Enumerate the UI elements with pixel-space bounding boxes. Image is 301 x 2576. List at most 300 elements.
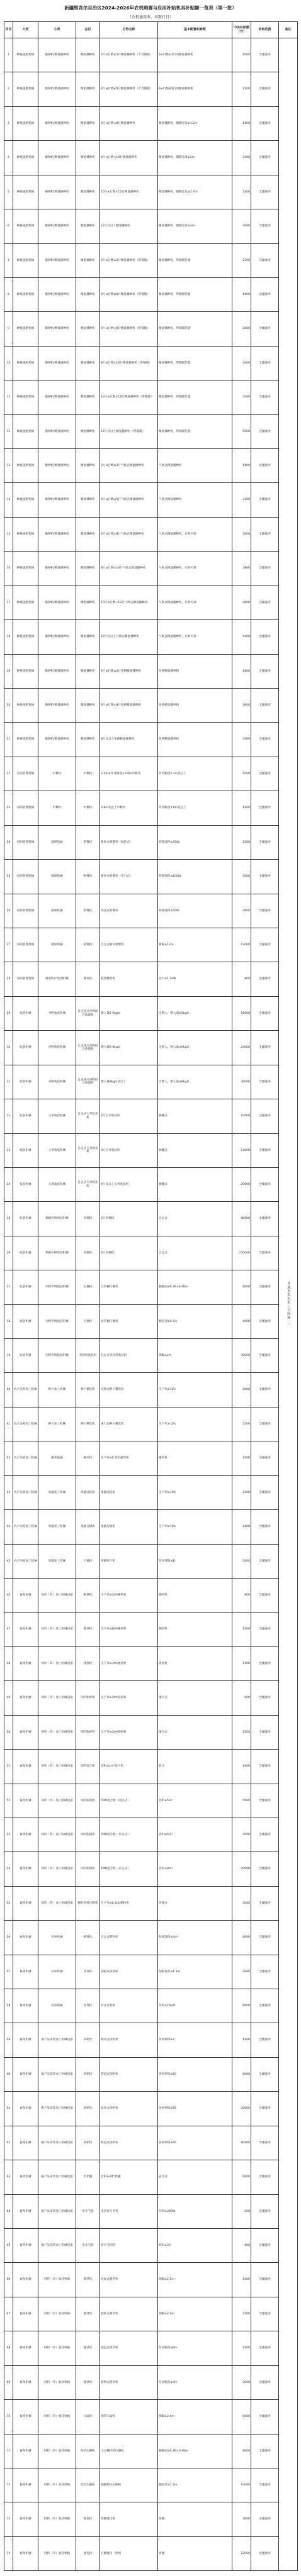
table-cell: 全疆通用 [251, 414, 279, 448]
table-cell: 18000 [232, 996, 251, 1030]
table-cell: 全疆通用 [251, 209, 279, 243]
table-cell: 精量播种机 [76, 175, 100, 209]
table-cell: 精量播种机 [76, 277, 100, 311]
table-row [4, 346, 298, 380]
table-row [4, 1407, 298, 1441]
table-cell: 饲料作物收获机械 [38, 1270, 76, 1304]
table-cell: 精量播种机 [76, 106, 100, 140]
table-cell: 全疆通用 [251, 1339, 279, 1373]
table-cell: 割幅≥2m [158, 1339, 232, 1373]
table-cell: 42 [4, 1441, 13, 1475]
table-cell: 全疆通用 [251, 860, 279, 894]
table-cell: 27 [4, 928, 13, 962]
table-cell: 生产率≥1t/h粉碎机 [100, 1681, 158, 1715]
table-cell: 喷雾机 [76, 894, 100, 928]
table-row [4, 175, 298, 209]
table-cell: 种子精选机 [76, 1407, 100, 1441]
table-row [4, 312, 298, 346]
table-cell: 200 [232, 2194, 251, 2228]
header-amount: 中央补贴额（元） [232, 22, 251, 38]
table-cell: 种子加工机械 [38, 1373, 76, 1407]
table-cell: 割幅≥2.4m [158, 2297, 232, 2331]
table-cell: 12000 [232, 2536, 251, 2570]
table-cell: 刮板式清粪机 [100, 1955, 158, 1989]
table-cell: 精量播种机 [76, 483, 100, 517]
table-row [4, 1886, 298, 1920]
table-cell: 精量播种机，带铺膜装置 [158, 243, 232, 277]
table-row [4, 1852, 298, 1886]
table-cell: 枝条修剪机 [100, 962, 158, 996]
table-cell: 中耕机 [38, 757, 76, 791]
table-cell: 12行及以上精量播种机（带铺膜） [100, 414, 158, 448]
table-cell: 7000 [232, 1818, 251, 1852]
table-cell: 34 [4, 1167, 13, 1201]
table-cell: 挤奶杯组≥40 [158, 2126, 232, 2160]
table-cell: 种植施肥机械 [13, 552, 38, 586]
table-cell: 1000 [232, 1750, 251, 1784]
table-cell: 采棉机 [76, 1236, 100, 1270]
table-cell: 15 [4, 517, 13, 551]
table-cell: 全疆通用 [251, 1852, 279, 1886]
table-row [4, 2502, 298, 2536]
table-cell: 精量播种机，带铺膜装置 [158, 277, 232, 311]
table-cell: 全疆通用 [251, 2536, 279, 2570]
table-cell: 全疆通用 [251, 277, 279, 311]
table-cell: 捡拾压捆机 [76, 2468, 100, 2502]
table-cell: 精量播种机 [76, 689, 100, 723]
table-cell: 收获机械 [13, 1339, 38, 1373]
table-cell: 饲料（草）收获机械 [38, 2536, 76, 2570]
table-cell: 田间管理机械 [13, 757, 38, 791]
table-row [4, 277, 298, 311]
table-cell: 割幅≥2.4m [158, 2400, 232, 2434]
table-cell: 挤奶机 [76, 2126, 100, 2160]
table-cell: 农产品初加工机械 [13, 1373, 38, 1407]
table-cell: 喷雾机 [76, 825, 100, 859]
table-cell: 精量播种机 [76, 723, 100, 757]
table-cell: 3600 [232, 689, 251, 723]
table-cell: 6行采棉机 [100, 1236, 158, 1270]
remark-cell: 非通用类农机（全国统一） [279, 38, 298, 2571]
table-cell: 18 [4, 620, 13, 654]
table-cell: 4 [4, 141, 13, 175]
table-cell: 全疆通用 [251, 517, 279, 551]
table-cell: 52 [4, 1784, 13, 1818]
table-cell: 播种机/精量播种机 [38, 689, 76, 723]
table-cell: 21 [4, 723, 13, 757]
table-row [4, 106, 298, 140]
table-cell: 47 [4, 1613, 13, 1646]
table-cell: 全疆通用 [251, 1750, 279, 1784]
table-cell: 29 [4, 996, 13, 1030]
table-cell: 3000 [232, 1886, 251, 1920]
table-cell: 2500 [232, 1407, 251, 1441]
table-cell: 49 [4, 1681, 13, 1715]
table-row [4, 1784, 298, 1818]
table-cell: 生产率≥3t/h铡草机 [100, 1578, 158, 1612]
table-cell: 40 [4, 1373, 13, 1407]
table-cell: 4行≤行数≤5行精量播种机（带铺膜） [100, 277, 158, 311]
table-row [4, 2400, 298, 2434]
table-cell: 10000 [232, 2468, 251, 2502]
table-cell: 饲料（草）收获机械 [38, 2331, 76, 2365]
table-cell: 干燥机 [76, 1544, 100, 1578]
table-cell: 贮奶罐 [76, 2160, 100, 2194]
table-cell: 饲料粉碎机 [76, 1715, 100, 1749]
table-cell: 种植施肥机械 [13, 38, 38, 72]
table-cell: 气吸式精量播种机，行距可调 [158, 552, 232, 586]
table-cell: 畜牧机械 [13, 1784, 38, 1818]
table-cell: 8000 [232, 2057, 251, 2091]
table-cell: 电动剪羊毛机 [100, 2194, 158, 2228]
table-cell: 5000 [232, 1544, 251, 1578]
table-cell: 卧式 [158, 1750, 232, 1784]
table-cell: 50 [4, 1715, 13, 1749]
table-cell: 6行≤行数<8行免耕精量播种机 [100, 689, 158, 723]
table-cell: 全疆通用 [251, 38, 279, 72]
table-cell: 圆捆 [158, 2502, 232, 2536]
table-cell: 剪羊毛机 [76, 2194, 100, 2228]
table-cell: 全疆通用 [251, 1646, 279, 1680]
table-cell: 自走式玉米收获机 [76, 1167, 100, 1201]
table-cell: 31 [4, 1065, 13, 1099]
table-cell: 80000 [232, 2126, 251, 2160]
table-row [4, 1544, 298, 1578]
table-cell: 全疆通用 [251, 2502, 279, 2536]
table-cell: 收获机械 [13, 1031, 38, 1065]
table-cell: 畜牧机械 [13, 1715, 38, 1749]
table-cell: 容积≥5m³ [158, 1784, 232, 1818]
table-cell: 果蔬加工机械 [38, 1510, 76, 1544]
table-cell: 玉米收获机械 [38, 1167, 76, 1201]
table-cell: 农产品初加工机械 [13, 1441, 38, 1475]
table-cell: 生产率≥0.5t/h颗粒机 [100, 1886, 158, 1920]
table-cell: 13 [4, 449, 13, 483]
table-cell: 田间管理机械 [13, 860, 38, 894]
table-row [4, 962, 298, 996]
table-cell: 24000 [232, 1031, 251, 1065]
table-cell: 全疆通用 [251, 1886, 279, 1920]
table-row [4, 928, 298, 962]
table-cell: 喷杆式喷雾机（悬挂式） [100, 825, 158, 859]
table-cell: 种植施肥机械 [13, 723, 38, 757]
header-item: 品目 [76, 22, 100, 38]
table-row [4, 2126, 298, 2160]
table-row [4, 1475, 298, 1509]
table-cell: 挤奶杯组≥2 [158, 2023, 232, 2057]
table-cell: 碾米机 [158, 1441, 232, 1475]
table-cell: 畜产品采集加工机械设备 [38, 2023, 76, 2057]
table-cell: 3200 [232, 175, 251, 209]
table-cell: 62 [4, 2126, 13, 2160]
table-cell: 挤奶杯组≥10 [158, 2057, 232, 2091]
table-cell: 摘穗式 [158, 1133, 232, 1167]
table-cell: 1800 [232, 1510, 251, 1544]
table-cell: 饲料（草）收获机械 [38, 2400, 76, 2434]
table-cell: 精量播种机 [76, 552, 100, 586]
table-cell: 1500 [232, 2331, 251, 2365]
table-cell: 10行≤行数<12行精量播种机 [100, 175, 158, 209]
table-cell: 饲料（草）加工机械设备 [38, 1578, 76, 1612]
table-cell: 38 [4, 1304, 13, 1338]
table-cell: 种植施肥机械 [13, 312, 38, 346]
table-row [4, 1715, 298, 1749]
table-cell: 割幅≥2.1m [158, 2263, 232, 2297]
table-cell: 2行≤行数≤3行精量播种机（不含铺膜） [100, 38, 158, 72]
table-cell: 挤奶机 [76, 2057, 100, 2091]
table-cell: 畜产品采集加工机械设备 [38, 2092, 76, 2126]
table-cell: 碾米机械 [38, 1441, 76, 1475]
table-cell: 6行≤行数<8行精量播种机（带铺膜） [100, 312, 158, 346]
table-row [4, 2297, 298, 2331]
table-cell: 药箱容积≥500L [158, 894, 232, 928]
table-row [4, 1750, 298, 1784]
table-cell: 1000 [232, 1441, 251, 1475]
table-cell: 饲料作物收获机械 [38, 1339, 76, 1373]
table-cell: 800 [232, 962, 251, 996]
table-cell: 1500 [232, 72, 251, 106]
table-cell: 饲料混合机 [76, 1750, 100, 1784]
table-cell: 玉米收获机械 [38, 1133, 76, 1167]
table-cell: 72 [4, 2468, 13, 2502]
table-cell: 全疆通用 [251, 1510, 279, 1544]
table-cell: 全疆通用 [251, 1475, 279, 1509]
table-cell: 饲料作物收获机械 [38, 1304, 76, 1338]
table-cell: 2600 [232, 312, 251, 346]
table-cell: 播种机/精量播种机 [38, 380, 76, 414]
table-cell: 12行及以上气吸式精量播种机 [100, 620, 158, 654]
table-cell: 全疆通用 [251, 2160, 279, 2194]
table-cell: 600 [232, 1681, 251, 1715]
table-cell: 150000 [232, 1236, 251, 1270]
table-cell: 谷物收获机械 [38, 1031, 76, 1065]
table-cell: 37 [4, 1270, 13, 1304]
table-row [4, 483, 298, 517]
table-row [4, 1339, 298, 1373]
table-cell: TMR混合机（自走式） [100, 1852, 158, 1886]
table-cell: 铡草机 [158, 1578, 232, 1612]
table-cell: 精量播种机，铺膜宽度≥1.2m [158, 106, 232, 140]
table-cell: 6行≤行数<8行精量播种机 [100, 106, 158, 140]
table-row [4, 1441, 298, 1475]
table-cell: 20 [4, 689, 13, 723]
table-cell: 8行≤行数<10行精量播种机（带铺膜） [100, 346, 158, 380]
table-row [4, 2023, 298, 2057]
table-cell: 4000 [232, 1304, 251, 1338]
table-row [4, 2331, 298, 2365]
table-cell: 饲料（草）收获机械 [38, 2263, 76, 2297]
table-cell: 63 [4, 2160, 13, 2194]
table-cell: 2400 [232, 141, 251, 175]
table-cell: 容积≥8m³ [158, 1852, 232, 1886]
table-cell: 鱼骨式挤奶机 [100, 2092, 158, 2126]
table-cell: 4行≤行数≤5行气吸式精量播种机 [100, 483, 158, 517]
table-cell: 全疆通用 [251, 1065, 279, 1099]
table-cell: 畜牧机械 [13, 1818, 38, 1852]
table-cell: 全疆通用 [251, 449, 279, 483]
table-cell: 4600 [232, 586, 251, 619]
table-cell: 精量播种机 [76, 380, 100, 414]
table-cell: 1500 [232, 791, 251, 825]
table-cell: 植保机械 [38, 860, 76, 894]
table-cell: 风筛式种子精选机 [100, 1373, 158, 1407]
table-cell: 转盘式挤奶机 [100, 2126, 158, 2160]
table-cell: 800 [232, 2229, 251, 2263]
table-cell: 种植施肥机械 [13, 346, 38, 380]
table-cell: 8000 [232, 2434, 251, 2468]
table-cell: 铲式清粪机 [100, 1989, 158, 2023]
table-cell: 植保机械 [38, 894, 76, 928]
table-cell: 压扁机 [76, 2400, 100, 2434]
table-cell: 搂草机 [76, 2331, 100, 2365]
table-cell: 全疆通用 [251, 1031, 279, 1065]
table-cell: 小方捆捡拾压捆机 [100, 2434, 158, 2468]
table-row [4, 825, 298, 859]
table-cell: 锤片式 [158, 1715, 232, 1749]
table-cell: 播种机/精量播种机 [38, 209, 76, 243]
table-cell: 全疆通用 [251, 552, 279, 586]
table-cell: 3 [4, 106, 13, 140]
table-cell: 喷幅≥12m [158, 928, 232, 962]
table-row [4, 723, 298, 757]
table-cell: 收获机械 [13, 1065, 38, 1099]
table-cell: 旋转式搂草机 [100, 2365, 158, 2399]
table-cell: 2000 [232, 2365, 251, 2399]
table-cell: 畜牧机械 [13, 1886, 38, 1920]
table-cell: 摘穗式 [158, 1099, 232, 1133]
table-cell: 44 [4, 1510, 13, 1544]
table-row [4, 654, 298, 688]
table-cell: 生产率≥1t/h [158, 1510, 232, 1544]
table-cell: 4≤行数≤5行的精量播种机 [158, 72, 232, 106]
table-cell: 全疆通用 [251, 2331, 279, 2365]
table-cell: 饲料（草）加工机械设备 [38, 1646, 76, 1680]
table-cell: 8000 [232, 1921, 251, 1955]
table-cell: 重力式种子精选机 [100, 1407, 158, 1441]
table-cell: 全疆通用 [251, 1270, 279, 1304]
table-cell: 全疆通用 [251, 586, 279, 619]
table-cell: 8行及以上免耕精量播种机 [100, 723, 158, 757]
table-cell: 30000 [232, 1065, 251, 1099]
table-cell: 3000 [232, 2502, 251, 2536]
table-cell: 1 [4, 38, 13, 72]
table-cell: 51 [4, 1750, 13, 1784]
table-cell: 生产率≥1t/h [158, 1407, 232, 1441]
table-cell: 风送式喷雾机 [100, 894, 158, 928]
table-cell: 8行≤行数<10行精量播种机 [100, 141, 158, 175]
table-cell: 全疆通用 [251, 1099, 279, 1133]
table-cell: 全疆通用 [251, 1167, 279, 1201]
table-cell: 精量播种机 [76, 72, 100, 106]
table-cell: 生产率≥6t/h铡草机 [100, 1613, 158, 1646]
table-row [4, 757, 298, 791]
table-cell: 全疆通用 [251, 2263, 279, 2297]
table-cell: 4行及以上玉米收获机 [100, 1167, 158, 1201]
table-cell: 谷物收获机械 [38, 1065, 76, 1099]
table-cell: 26 [4, 894, 13, 928]
table-cell: 铡草机 [76, 1613, 100, 1646]
table-cell: 64 [4, 2194, 13, 2228]
table-cell: 饲料（草）收获机械 [38, 2502, 76, 2536]
table-cell: 种植施肥机械 [13, 483, 38, 517]
table-cell: 播种机/精量播种机 [38, 586, 76, 619]
table-cell: 播种机/精量播种机 [38, 38, 76, 72]
table-cell: 精量播种机 [76, 414, 100, 448]
table-cell: 2000 [232, 1955, 251, 1989]
table-cell: 畜牧机械 [13, 2194, 38, 2228]
header-subcategory: 小类 [38, 22, 76, 38]
table-cell: 精量播种机 [76, 141, 100, 175]
table-cell: 喂料机 [76, 1921, 100, 1955]
table-cell: 播种机/精量播种机 [38, 449, 76, 483]
table-cell: 饲料（草）收获机械 [38, 2434, 76, 2468]
table-cell: 3000 [232, 517, 251, 551]
table-cell: 捆截面≥0.36×0.46m [158, 1270, 232, 1304]
table-cell: 全疆通用 [251, 1681, 279, 1715]
table-cell: 3.6m及以上中耕机 [100, 791, 158, 825]
table-cell: 免耕精量播种机 [158, 689, 232, 723]
table-row [4, 1133, 298, 1167]
table-cell: 种植施肥机械 [13, 620, 38, 654]
table-cell: 14 [4, 483, 13, 517]
table-cell: 批处理量≥1t [158, 1544, 232, 1578]
table-cell: 气吸式精量播种机，行距可调 [158, 620, 232, 654]
table-cell: 植保机械 [38, 928, 76, 962]
table-cell: 精量播种机 [76, 620, 100, 654]
table-body [4, 38, 298, 2571]
header-category: 大类 [13, 22, 38, 38]
table-cell: 饲料（草）收获机械 [38, 2297, 76, 2331]
table-row [4, 586, 298, 619]
table-cell: 精量播种机，带铺膜装置 [158, 346, 232, 380]
table-cell: 精量播种机，带铺膜装置 [158, 312, 232, 346]
table-cell: 4000 [232, 209, 251, 243]
table-cell: 畜牧机械 [13, 2126, 38, 2160]
table-cell: 全疆通用 [251, 72, 279, 106]
table-cell: 8 [4, 277, 13, 311]
table-cell: 5400 [232, 620, 251, 654]
table-row [4, 2160, 298, 2194]
table-cell: 全疆通用 [251, 141, 279, 175]
table-cell: 割草机 [76, 2297, 100, 2331]
table-cell: 畜牧机械 [13, 2365, 38, 2399]
table-cell: 自走式 [158, 1236, 232, 1270]
table-cell: 全疆通用 [251, 689, 279, 723]
table-cell: 1600 [232, 449, 251, 483]
table-row [4, 1202, 298, 1236]
table-row [4, 1270, 298, 1304]
table-cell: 挤奶机 [76, 2092, 100, 2126]
table-cell: 畜牧机械 [13, 1681, 38, 1715]
table-cell: 精量播种机，铺膜宽度≥3m [158, 209, 232, 243]
table-row [4, 2263, 298, 2297]
table-cell: 全疆通用 [251, 654, 279, 688]
table-cell: 种植施肥机械 [13, 586, 38, 619]
table-cell: 10行≤行数<12行气吸式精量播种机 [100, 586, 158, 619]
table-cell: 54 [4, 1852, 13, 1886]
header-remark: 备注 [279, 22, 298, 38]
table-cell: 全疆通用 [251, 2126, 279, 2160]
table-cell: 打捆裹包一体机 [100, 2536, 158, 2570]
table-cell: 全疆通用 [251, 1236, 279, 1270]
table-cell: 环模式 [158, 1886, 232, 1920]
table-cell: 割草机 [76, 2263, 100, 2297]
table-cell: 畜牧机械 [13, 2023, 38, 2057]
table-cell: 生产率≥0.5t/h碾米机 [100, 1441, 158, 1475]
table-cell: 全疆通用 [251, 962, 279, 996]
table-cell: 74 [4, 2536, 13, 2570]
table-row [4, 243, 298, 277]
